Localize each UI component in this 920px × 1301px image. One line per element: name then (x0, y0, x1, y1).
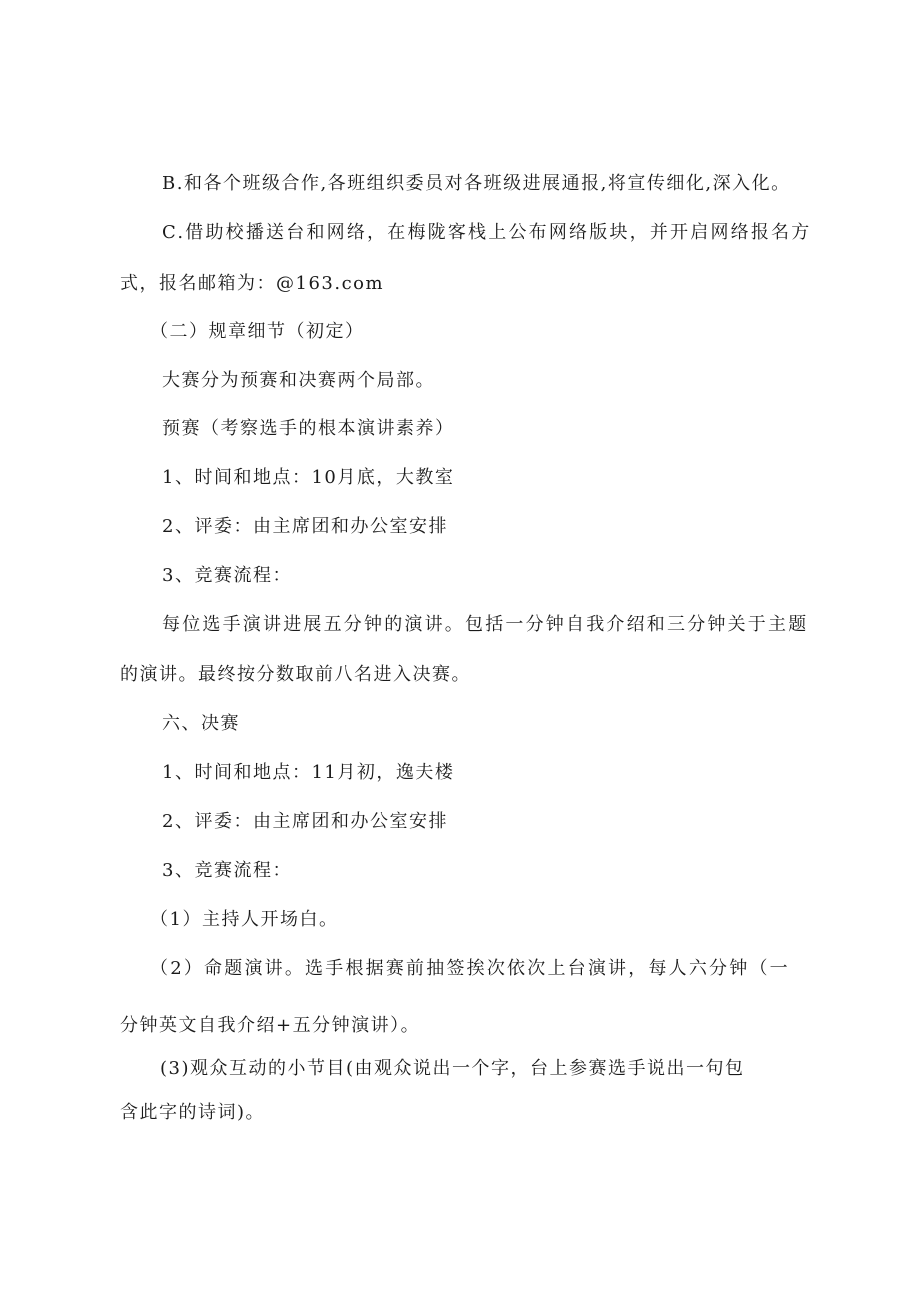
section-heading-final: 六、决赛 (162, 713, 240, 734)
text-line-final-process: 3、竞赛流程： (162, 860, 292, 881)
text-line-prelim-process: 3、竞赛流程： (162, 565, 292, 586)
text-line-final-judges: 2、评委：由主席团和办公室安排 (162, 811, 448, 832)
text-line-prelim-judges: 2、评委：由主席团和办公室安排 (162, 516, 448, 537)
text-line-step-1: （1）主持人开场白。 (150, 909, 339, 930)
text-line-step-2: （2）命题演讲。选手根据赛前抽签挨次依次上台演讲，每人六分钟（一 (150, 958, 790, 979)
text-line-c-cont: 式，报名邮箱为：@163.com (120, 273, 385, 294)
text-line-b: B.和各个班级合作,各班组织委员对各班级进展通报,将宣传细化,深入化。 (162, 173, 791, 194)
text-line-step-3-cont: 含此字的诗词)。 (120, 1102, 266, 1123)
text-line-prelim-detail: 每位选手演讲进展五分钟的演讲。包括一分钟自我介绍和三分钟关于主题 (162, 614, 809, 635)
text-line-c: C.借助校播送台和网络，在梅陇客栈上公布网络版块，并开启网络报名方 (162, 222, 812, 243)
text-line-step-2-cont: 分钟英文自我介绍+五分钟演讲）。 (120, 1015, 421, 1036)
text-line-prelim-detail-cont: 的演讲。最终按分数取前八名进入决赛。 (120, 664, 471, 685)
text-line-prelim-time: 1、时间和地点：10月底，大教室 (162, 467, 455, 488)
section-heading-rules: （二）规章细节（初定） (150, 321, 365, 342)
text-line-prelim-title: 预赛（考察选手的根本演讲素养） (162, 418, 455, 439)
text-line-overview: 大赛分为预赛和决赛两个局部。 (162, 370, 435, 391)
text-line-final-time: 1、时间和地点：11月初，逸夫楼 (162, 762, 455, 783)
text-line-step-3: (3)观众互动的小节目(由观众说出一个字，台上参赛选手说出一句包 (160, 1058, 745, 1079)
